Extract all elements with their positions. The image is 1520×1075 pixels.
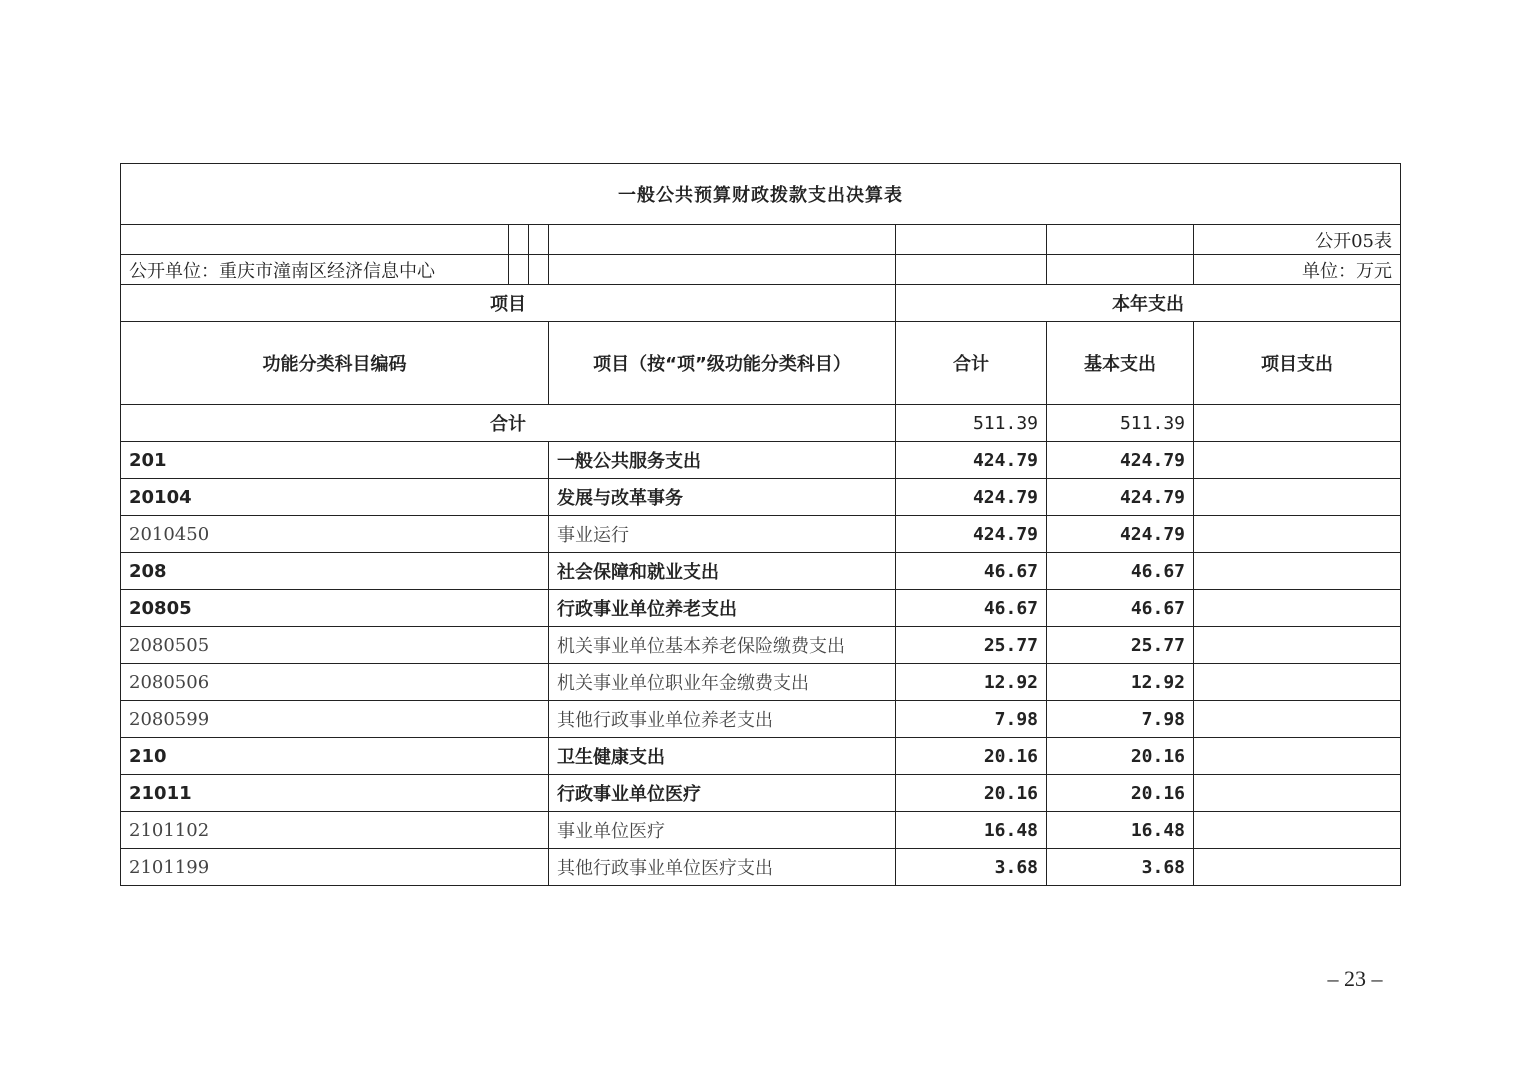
row-total: 7.98: [896, 701, 1047, 738]
table-row: [121, 553, 1401, 590]
header-project-expense: 项目支出: [1194, 322, 1401, 405]
row-basic: 424.79: [1047, 442, 1194, 479]
row-name: 机关事业单位职业年金缴费支出: [549, 664, 896, 701]
row-total: 46.67: [896, 590, 1047, 627]
header-name: 项目（按“项”级功能分类科目）: [549, 322, 896, 405]
row-code: 208: [121, 553, 549, 590]
row-total: 424.79: [896, 442, 1047, 479]
row-name: 事业运行: [549, 516, 896, 553]
row-project: [1194, 516, 1401, 553]
row-name: 卫生健康支出: [549, 738, 896, 775]
row-code: 20805: [121, 590, 549, 627]
row-project: [1194, 479, 1401, 516]
row-basic: 46.67: [1047, 553, 1194, 590]
table-row: [121, 479, 1401, 516]
table-row: [121, 738, 1401, 775]
row-project: [1194, 442, 1401, 479]
total-row: [121, 405, 1401, 442]
table-row: [121, 775, 1401, 812]
row-name: 事业单位医疗: [549, 812, 896, 849]
row-basic: 7.98: [1047, 701, 1194, 738]
row-project: [1194, 590, 1401, 627]
row-project: [1194, 775, 1401, 812]
row-name: 行政事业单位医疗: [549, 775, 896, 812]
row-project: [1194, 849, 1401, 886]
row-name: 其他行政事业单位养老支出: [549, 701, 896, 738]
table-row: [121, 442, 1401, 479]
currency-unit: 单位：万元: [1194, 255, 1401, 285]
table-row: [121, 516, 1401, 553]
reporting-unit: 公开单位：重庆市潼南区经济信息中心: [121, 255, 509, 285]
total-label: 合计: [121, 405, 896, 442]
budget-table: [120, 163, 1401, 886]
row-project: [1194, 664, 1401, 701]
row-total: 20.16: [896, 738, 1047, 775]
table-number: 公开05表: [1194, 225, 1401, 255]
table-title: 一般公共预算财政拨款支出决算表: [121, 164, 1401, 225]
row-project: [1194, 627, 1401, 664]
row-code: 2010450: [121, 516, 549, 553]
row-project: [1194, 812, 1401, 849]
row-name: 行政事业单位养老支出: [549, 590, 896, 627]
header-basic: 基本支出: [1047, 322, 1194, 405]
row-code: 210: [121, 738, 549, 775]
row-code: 20104: [121, 479, 549, 516]
row-basic: 424.79: [1047, 516, 1194, 553]
total-amount: 511.39: [896, 405, 1047, 442]
row-name: 发展与改革事务: [549, 479, 896, 516]
table-row: [121, 590, 1401, 627]
row-total: 25.77: [896, 627, 1047, 664]
row-code: 2080505: [121, 627, 549, 664]
row-code: 2101102: [121, 812, 549, 849]
header-project: 项目: [121, 285, 896, 322]
row-basic: 424.79: [1047, 479, 1194, 516]
row-total: 12.92: [896, 664, 1047, 701]
row-code: 201: [121, 442, 549, 479]
row-name: 一般公共服务支出: [549, 442, 896, 479]
row-name: 其他行政事业单位医疗支出: [549, 849, 896, 886]
row-total: 3.68: [896, 849, 1047, 886]
total-project: [1194, 405, 1401, 442]
row-basic: 16.48: [1047, 812, 1194, 849]
table-row: [121, 701, 1401, 738]
header-code: 功能分类科目编码: [121, 322, 549, 405]
row-total: 16.48: [896, 812, 1047, 849]
total-basic: 511.39: [1047, 405, 1194, 442]
row-code: 21011: [121, 775, 549, 812]
row-basic: 20.16: [1047, 775, 1194, 812]
header-total: 合计: [896, 322, 1047, 405]
row-project: [1194, 701, 1401, 738]
row-code: 2101199: [121, 849, 549, 886]
table-row: [121, 627, 1401, 664]
table-row: [121, 812, 1401, 849]
row-name: 社会保障和就业支出: [549, 553, 896, 590]
header-year-expense: 本年支出: [896, 285, 1401, 322]
table-row: [121, 664, 1401, 701]
row-basic: 25.77: [1047, 627, 1194, 664]
row-total: 424.79: [896, 479, 1047, 516]
row-basic: 20.16: [1047, 738, 1194, 775]
row-code: 2080506: [121, 664, 549, 701]
row-basic: 12.92: [1047, 664, 1194, 701]
row-total: 424.79: [896, 516, 1047, 553]
row-total: 20.16: [896, 775, 1047, 812]
row-name: 机关事业单位基本养老保险缴费支出: [549, 627, 896, 664]
row-project: [1194, 738, 1401, 775]
page-number: – 23 –: [1327, 966, 1383, 991]
row-project: [1194, 553, 1401, 590]
table-row: [121, 849, 1401, 886]
row-total: 46.67: [896, 553, 1047, 590]
row-code: 2080599: [121, 701, 549, 738]
row-basic: 3.68: [1047, 849, 1194, 886]
row-basic: 46.67: [1047, 590, 1194, 627]
